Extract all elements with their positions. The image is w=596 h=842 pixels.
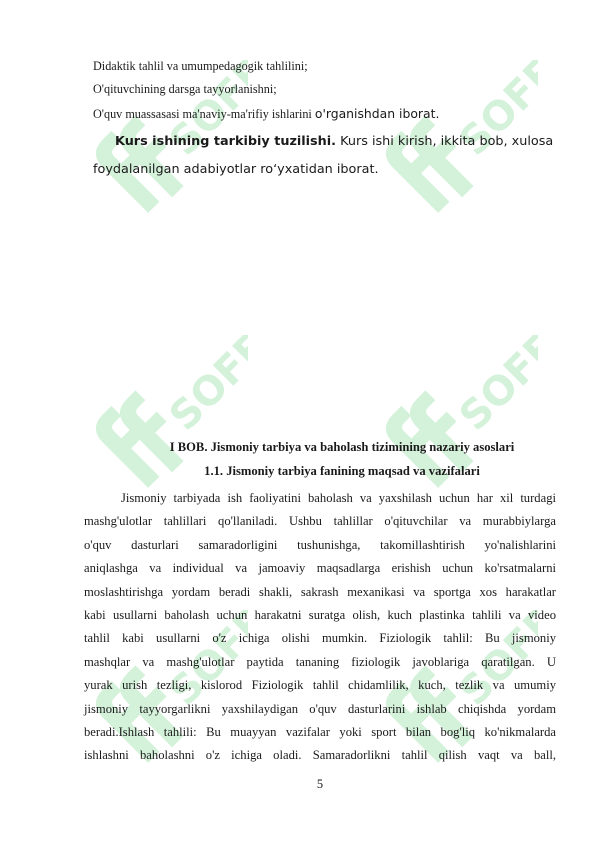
body-line: jismoniy tayyorgarlikni yaxshilaydigan o'quv dasturlarini ishlab chiqishda yordam [84, 701, 556, 716]
svg-text:SOFF: SOFF [160, 610, 248, 715]
body-line: Jismoniy tarbiyada ish faoliyatini baholash va yaxshilash uchun har xil turdagi [121, 491, 556, 505]
structure-line [115, 134, 553, 149]
intro-line-2: O'qituvchining darsga tayyorlanishni; [93, 82, 277, 96]
svg-text:SOFF: SOFF [450, 60, 538, 165]
chapter-title: I BOB. Jismoniy tarbiya va baholash tizimining nazariy asoslari [169, 440, 515, 454]
intro-line-1: Didaktik tahlil va umumpedagogik tahlilini; [93, 59, 308, 73]
body-line: beradi.Ishlash tahlili: Bu muayyan vazifalar yoki sport bilan bog'liq ko'nikmalarda [84, 724, 556, 739]
body-line: aniqlashga va individual va jamoaviy maqsadlarga erishish uchun ko'rsatmalarni [84, 561, 556, 576]
body-line: ishlashni baholashni o'z ichiga oladi. Samaradorlikni tahlil qilish vaqt va ball, [84, 748, 556, 763]
section-title: 1.1. Jismoniy tarbiya fanining maqsad va vazifalari [204, 464, 480, 478]
intro-line-3-serif: O'quv muassasasi ma'naviy-ma'rifiy ishlarini [93, 107, 315, 121]
page-number: 5 [316, 777, 324, 791]
body-line: kabi usullarni baholash uchun harakatni suratga olish, kuch plastinka tahlili va video [84, 607, 556, 622]
intro-line-3 [93, 106, 439, 122]
body-line: moslashtirishga yordam beradi shakli, sakrash mexanikasi va sportga xos harakatlar [84, 584, 556, 599]
body-line: yurak urish tezligi, kislorod Fiziologik tahlil chidamlilik, kuch, tezlik va umumiy [84, 678, 556, 693]
structure-text: Kurs ishi kirish, ikkita bob, xulosa [336, 134, 554, 149]
intro-line-3-sans: o'rganishdan iborat. [314, 106, 440, 121]
watermark-logo [368, 60, 538, 240]
svg-text:SOFF: SOFF [160, 60, 248, 165]
structure-label: Kurs ishining tarkibiy tuzilishi. [115, 134, 337, 149]
body-line: tahlil kabi usullarni o'z ichiga olishi mumkin. Fiziologik tahlil: Bu jismoniy [84, 631, 556, 646]
body-line: mashqlar va mashg'ulotlar paytida tananing fiziologik javoblariga qaratilgan. U [84, 654, 556, 669]
body-line: o'quv dasturlari samaradorligini tushunishga, takomillashtirish yo'nalishlarini [84, 537, 556, 552]
svg-text:SOFF: SOFF [450, 335, 538, 440]
svg-text:SOFF: SOFF [450, 610, 538, 715]
svg-text:SOFF: SOFF [160, 335, 248, 440]
structure-line-2: foydalanilgan adabiyotlar ro‘yxatidan iborat. [93, 162, 379, 177]
body-paragraph [84, 487, 556, 768]
body-line: mashg'ulotlar tahlillari qo'llaniladi. Ushbu tahlillar o'qituvchilar va murabbiylarga [84, 514, 556, 529]
